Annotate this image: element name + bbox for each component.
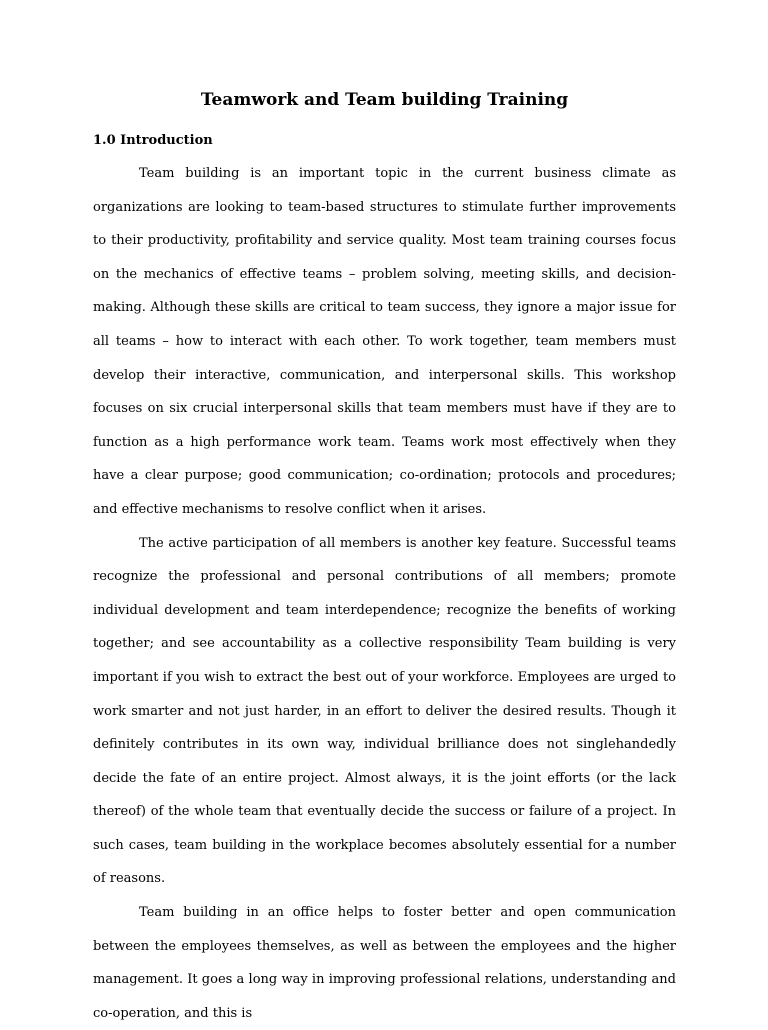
body-text <box>93 157 676 1030</box>
document-page <box>93 0 676 1024</box>
document-title: Teamwork and Team building Training <box>200 90 569 110</box>
paragraph: The active participation of all members is another key feature. Successful teams recognize the professional and personal contributions of all members; promote individual development and team interdependence; recognize the benefits of working together; and see accountability as a collective responsibility Team building is very important if you wish to extract the best out of your workforce. Employees are urged to work smarter and not just harder, in an effort to deliver the desired results. Though it definitely contributes in its own way, individual brilliance does not singlehandedly decide the fate of an entire project. Almost always, it is the joint efforts (or the lack thereof) of the whole team that eventually decide the success or failure of a project. In such cases, team building in the workplace becomes absolutely essential for a number of reasons. <box>93 535 676 887</box>
section-heading: 1.0 Introduction <box>93 133 213 148</box>
paragraph: Team building in an office helps to foster better and open communication between the employees themselves, as well as between the employees and the higher management. It goes a long way in improving professional relations, understanding and co-operation, and this is <box>93 905 676 1021</box>
paragraph: Team building is an important topic in the current business climate as organizations are looking to team-based structures to stimulate further improvements to their productivity, profitability and service quality. Most team training courses focus on the mechanics of effective teams – problem solving, meeting skills, and decision-making. Although these skills are critical to team success, they ignore a major issue for all teams – how to interact with each other. To work together, team members must develop their interactive, communication, and interpersonal skills. This workshop focuses on six crucial interpersonal skills that team members must have if they are to function as a high performance work team. Teams work most effectively when they have a clear purpose; good communication; co-ordination; protocols and procedures; and effective mechanisms to resolve conflict when it arises. <box>93 166 676 517</box>
